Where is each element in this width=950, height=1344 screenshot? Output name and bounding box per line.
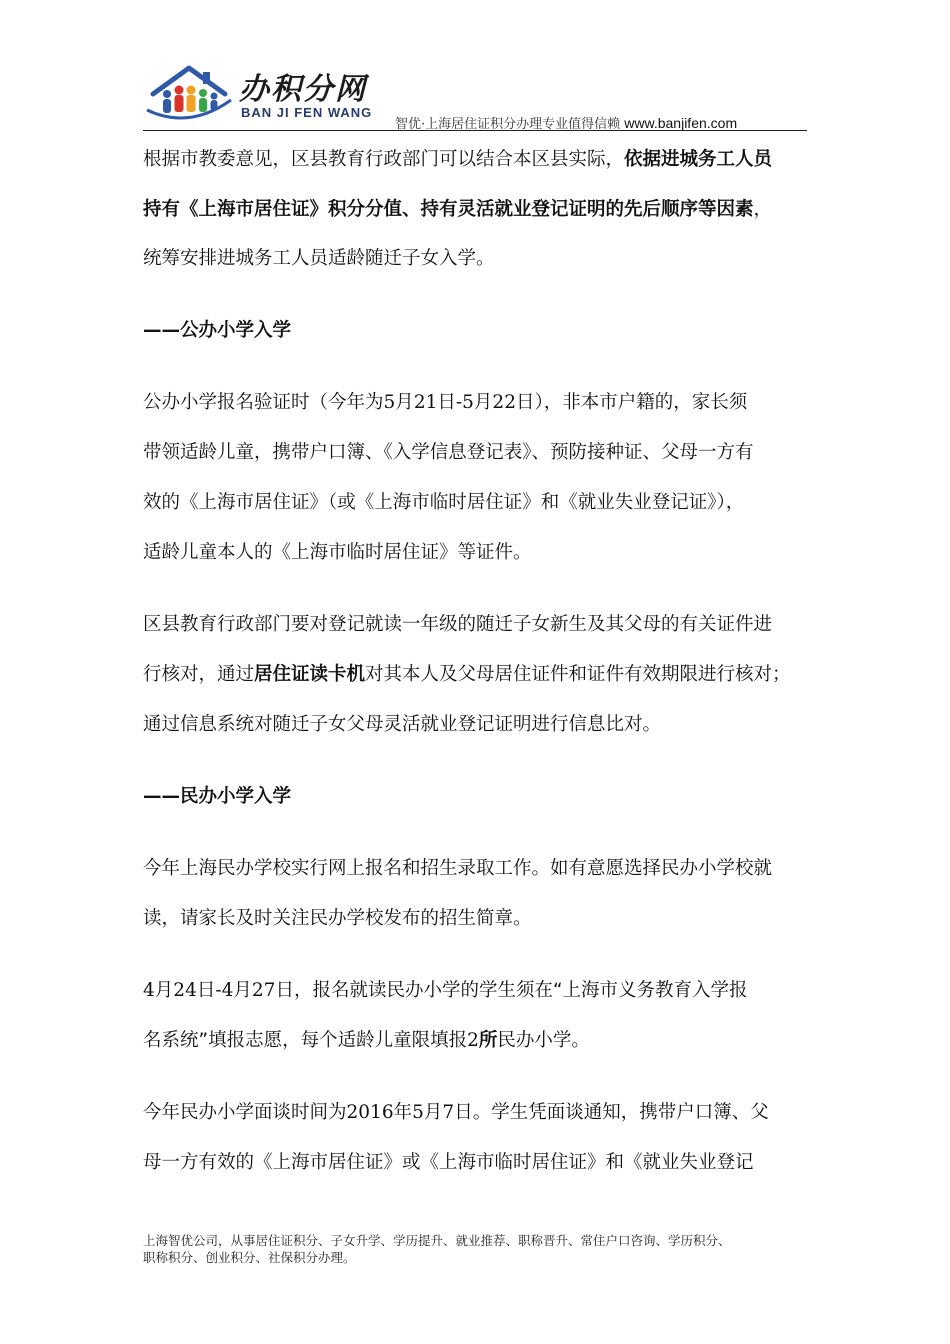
number-run: 5 — [412, 1102, 424, 1123]
paragraph-line: 效的《上海市居住证》（或《上海市临时居住证》和《就业失业登记证》）， — [143, 492, 745, 513]
page-footer — [143, 1232, 823, 1266]
paragraph-line: 母一方有效的《上海市居住证》或《上海市临时居住证》和《就业失业登记 — [143, 1152, 754, 1173]
number-run: 27 — [251, 980, 276, 1001]
number-run: -4 — [215, 980, 234, 1001]
number-run: 22 — [492, 392, 516, 413]
paragraph-line — [143, 663, 791, 687]
paragraph-line — [143, 391, 747, 415]
paragraph-line — [143, 1101, 769, 1125]
text-run: 年 — [393, 1102, 413, 1123]
text-run: 月 — [423, 1102, 443, 1123]
text-run: 今年民办小学面谈时间为 — [143, 1102, 347, 1123]
text-run: 日 — [437, 392, 456, 413]
house-people-logo-icon — [143, 60, 235, 126]
text-run: 日），非本市户籍的，家长须 — [515, 392, 748, 413]
site-logo[interactable] — [143, 58, 383, 128]
footer-line: 上海智优公司，从事居住证积分、子女升学、学历提升、就业推荐、职称晋升、常住户口咨询、学历积分、 — [143, 1233, 731, 1248]
footer-line: 职称积分、创业积分、社保积分办理。 — [143, 1250, 356, 1265]
number-run: 21 — [413, 392, 438, 413]
paragraph-line: 读，请家长及时关注民办学校发布的招生简章。 — [143, 908, 532, 929]
paragraph-line: 统筹安排进城务工人员适龄随迁子女入学。 — [143, 248, 495, 269]
bold-text-run: 持有《上海市居住证》积分分值、持有灵活就业登记证明的先后顺序等因素 — [143, 199, 754, 220]
text-run: 行核对，通过 — [143, 664, 255, 685]
text-run: 公办小学报名验证时（今年为 — [143, 392, 384, 413]
paragraph-line — [143, 148, 772, 172]
text-run: 民办小学。 — [497, 1030, 590, 1051]
paragraph-line — [143, 198, 772, 222]
logo-english-name: BAN JI FEN WANG — [241, 105, 373, 120]
number-run: 2 — [467, 1030, 479, 1051]
number-run: 24 — [173, 980, 197, 1001]
paragraph-line — [143, 979, 748, 1003]
text-run: 名系统”填报志愿，每个适龄儿童限填报 — [143, 1030, 468, 1051]
paragraph-line — [143, 1029, 590, 1053]
text-run: ， — [753, 199, 773, 220]
paragraph-line: 通过信息系统对随迁子女父母灵活就业登记证明进行信息比对。 — [143, 714, 662, 735]
number-run: 2016 — [346, 1102, 394, 1123]
paragraph-line: 带领适龄儿童，携带户口簿、《入学信息登记表》、预防接种证、父母一方有 — [143, 442, 754, 463]
text-run: 月 — [395, 392, 414, 413]
text-run: 对其本人及父母居住证件和证件有效期限进行核对； — [365, 664, 791, 685]
section-heading-private-school: ——民办小学入学 — [143, 786, 292, 807]
bold-text-run: 居住证读卡机 — [254, 664, 366, 685]
bold-text-run: 依据进城务工人员 — [624, 149, 773, 170]
number-run: 5 — [383, 392, 396, 413]
site-url-link[interactable]: www.banjifen.com — [624, 115, 738, 131]
number-run: 7 — [442, 1102, 455, 1123]
tagline-text: 智优·上海居住证积分办理专业值得信赖 — [395, 117, 621, 132]
paragraph-line: 区县教育行政部门要对登记就读一年级的随迁子女新生及其父母的有关证件进 — [143, 614, 773, 635]
logo-chinese-name: 办积分网 — [239, 72, 367, 107]
text-run: 月 — [473, 392, 493, 413]
text-run: 根据市教委意见，区县教育行政部门可以结合本区县实际， — [143, 149, 625, 170]
text-run: 日，报名就读民办小学的学生须在“上海市义务教育入学报 — [275, 980, 748, 1001]
number-run: -5 — [455, 392, 474, 413]
paragraph-line: 今年上海民办学校实行网上报名和招生录取工作。如有意愿选择民办小学校就 — [143, 858, 773, 879]
text-run: 日。学生凭面谈通知，携带户口簿、父 — [454, 1102, 769, 1123]
bold-text-run: 所 — [478, 1030, 498, 1051]
text-run: 月 — [233, 980, 252, 1001]
header-divider — [143, 130, 807, 131]
page-header — [143, 58, 807, 132]
section-heading-public-school: ——公办小学入学 — [143, 320, 292, 341]
text-run: 日 — [196, 980, 216, 1001]
text-run: 月 — [154, 980, 174, 1001]
number-run: 4 — [143, 980, 155, 1001]
paragraph-line: 适龄儿童本人的《上海市临时居住证》等证件。 — [143, 542, 532, 563]
